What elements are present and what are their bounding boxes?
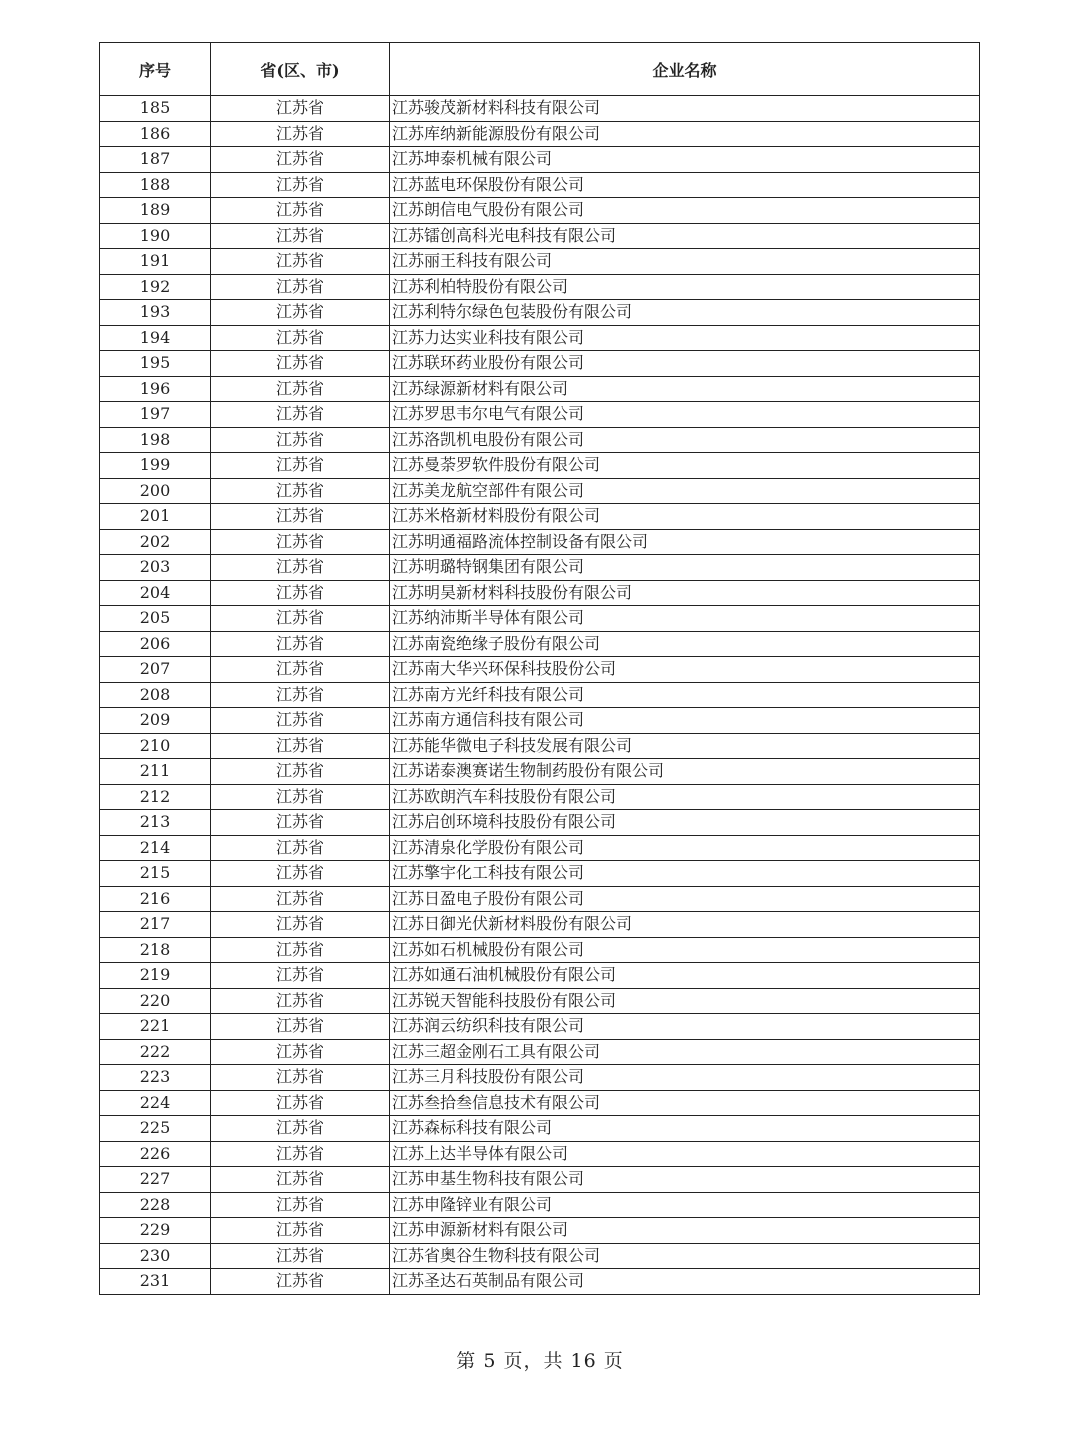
row-serial-number: 208 — [100, 682, 211, 708]
table-row — [100, 657, 980, 683]
row-province: 江苏省 — [211, 835, 390, 861]
row-company-name: 江苏圣达石英制品有限公司 — [390, 1269, 980, 1295]
row-province: 江苏省 — [211, 478, 390, 504]
row-serial-number: 195 — [100, 351, 211, 377]
row-province: 江苏省 — [211, 963, 390, 989]
row-company-name: 江苏丽王科技有限公司 — [390, 249, 980, 275]
table-row — [100, 1192, 980, 1218]
table-row — [100, 988, 980, 1014]
table-row — [100, 1065, 980, 1091]
table-row — [100, 1269, 980, 1295]
table-row — [100, 1014, 980, 1040]
table-row — [100, 708, 980, 734]
table-row — [100, 376, 980, 402]
row-serial-number: 231 — [100, 1269, 211, 1295]
header-serial-number: 序号 — [100, 43, 211, 96]
row-province: 江苏省 — [211, 1192, 390, 1218]
row-company-name: 江苏森标科技有限公司 — [390, 1116, 980, 1142]
table-row — [100, 529, 980, 555]
row-province: 江苏省 — [211, 861, 390, 887]
row-company-name: 江苏如石机械股份有限公司 — [390, 937, 980, 963]
table-row — [100, 351, 980, 377]
row-province: 江苏省 — [211, 682, 390, 708]
row-company-name: 江苏启创环境科技股份有限公司 — [390, 810, 980, 836]
table-row — [100, 759, 980, 785]
row-serial-number: 228 — [100, 1192, 211, 1218]
row-serial-number: 227 — [100, 1167, 211, 1193]
row-serial-number: 192 — [100, 274, 211, 300]
row-company-name: 江苏利特尔绿色包装股份有限公司 — [390, 300, 980, 326]
header-province: 省(区、市) — [211, 43, 390, 96]
row-province: 江苏省 — [211, 708, 390, 734]
table-row — [100, 1090, 980, 1116]
row-province: 江苏省 — [211, 784, 390, 810]
row-serial-number: 198 — [100, 427, 211, 453]
table-row — [100, 121, 980, 147]
enterprise-table — [99, 42, 980, 1295]
table-row — [100, 861, 980, 887]
row-serial-number: 199 — [100, 453, 211, 479]
row-province: 江苏省 — [211, 1218, 390, 1244]
row-serial-number: 229 — [100, 1218, 211, 1244]
row-province: 江苏省 — [211, 121, 390, 147]
table-row — [100, 325, 980, 351]
row-serial-number: 213 — [100, 810, 211, 836]
row-company-name: 江苏联环药业股份有限公司 — [390, 351, 980, 377]
row-company-name: 江苏南瓷绝缘子股份有限公司 — [390, 631, 980, 657]
row-serial-number: 216 — [100, 886, 211, 912]
row-company-name: 江苏南大华兴环保科技股份公司 — [390, 657, 980, 683]
row-province: 江苏省 — [211, 1065, 390, 1091]
row-company-name: 江苏明通福路流体控制设备有限公司 — [390, 529, 980, 555]
row-serial-number: 214 — [100, 835, 211, 861]
row-serial-number: 224 — [100, 1090, 211, 1116]
row-serial-number: 221 — [100, 1014, 211, 1040]
row-province: 江苏省 — [211, 733, 390, 759]
row-province: 江苏省 — [211, 1141, 390, 1167]
row-company-name: 江苏如通石油机械股份有限公司 — [390, 963, 980, 989]
row-serial-number: 190 — [100, 223, 211, 249]
table-row — [100, 478, 980, 504]
row-serial-number: 187 — [100, 147, 211, 173]
row-serial-number: 186 — [100, 121, 211, 147]
row-province: 江苏省 — [211, 198, 390, 224]
row-serial-number: 209 — [100, 708, 211, 734]
table-row — [100, 1039, 980, 1065]
row-province: 江苏省 — [211, 249, 390, 275]
row-province: 江苏省 — [211, 96, 390, 122]
row-company-name: 江苏罗思韦尔电气有限公司 — [390, 402, 980, 428]
table-row — [100, 682, 980, 708]
table-row — [100, 1116, 980, 1142]
row-serial-number: 193 — [100, 300, 211, 326]
table-row — [100, 147, 980, 173]
table-row — [100, 198, 980, 224]
row-serial-number: 200 — [100, 478, 211, 504]
row-province: 江苏省 — [211, 1269, 390, 1295]
table-row — [100, 249, 980, 275]
table-header — [100, 43, 980, 96]
table-row — [100, 1243, 980, 1269]
row-serial-number: 222 — [100, 1039, 211, 1065]
row-company-name: 江苏三超金刚石工具有限公司 — [390, 1039, 980, 1065]
row-company-name: 江苏坤泰机械有限公司 — [390, 147, 980, 173]
row-province: 江苏省 — [211, 504, 390, 530]
row-province: 江苏省 — [211, 1039, 390, 1065]
table-row — [100, 223, 980, 249]
row-serial-number: 201 — [100, 504, 211, 530]
header-company-name: 企业名称 — [390, 43, 980, 96]
row-company-name: 江苏欧朗汽车科技股份有限公司 — [390, 784, 980, 810]
table-row — [100, 631, 980, 657]
row-province: 江苏省 — [211, 886, 390, 912]
row-province: 江苏省 — [211, 376, 390, 402]
row-province: 江苏省 — [211, 1167, 390, 1193]
row-serial-number: 219 — [100, 963, 211, 989]
row-province: 江苏省 — [211, 1090, 390, 1116]
row-province: 江苏省 — [211, 580, 390, 606]
row-province: 江苏省 — [211, 759, 390, 785]
row-company-name: 江苏申基生物科技有限公司 — [390, 1167, 980, 1193]
header-row — [100, 43, 980, 96]
row-company-name: 江苏日御光伏新材料股份有限公司 — [390, 912, 980, 938]
row-company-name: 江苏申隆锌业有限公司 — [390, 1192, 980, 1218]
table-row — [100, 733, 980, 759]
table-row — [100, 504, 980, 530]
row-province: 江苏省 — [211, 1116, 390, 1142]
row-company-name: 江苏申源新材料有限公司 — [390, 1218, 980, 1244]
row-province: 江苏省 — [211, 606, 390, 632]
row-serial-number: 207 — [100, 657, 211, 683]
row-serial-number: 202 — [100, 529, 211, 555]
row-province: 江苏省 — [211, 810, 390, 836]
row-company-name: 江苏纳沛斯半导体有限公司 — [390, 606, 980, 632]
row-province: 江苏省 — [211, 1243, 390, 1269]
row-serial-number: 212 — [100, 784, 211, 810]
row-serial-number: 215 — [100, 861, 211, 887]
row-serial-number: 194 — [100, 325, 211, 351]
table-row — [100, 886, 980, 912]
row-company-name: 江苏绿源新材料有限公司 — [390, 376, 980, 402]
table-row — [100, 300, 980, 326]
row-serial-number: 223 — [100, 1065, 211, 1091]
row-serial-number: 225 — [100, 1116, 211, 1142]
row-province: 江苏省 — [211, 529, 390, 555]
row-company-name: 江苏朗信电气股份有限公司 — [390, 198, 980, 224]
row-company-name: 江苏三月科技股份有限公司 — [390, 1065, 980, 1091]
row-serial-number: 206 — [100, 631, 211, 657]
row-province: 江苏省 — [211, 402, 390, 428]
row-province: 江苏省 — [211, 325, 390, 351]
row-province: 江苏省 — [211, 453, 390, 479]
row-province: 江苏省 — [211, 1014, 390, 1040]
row-province: 江苏省 — [211, 300, 390, 326]
row-serial-number: 210 — [100, 733, 211, 759]
row-company-name: 江苏润云纺织科技有限公司 — [390, 1014, 980, 1040]
row-company-name: 江苏镭创高科光电科技有限公司 — [390, 223, 980, 249]
row-serial-number: 185 — [100, 96, 211, 122]
row-province: 江苏省 — [211, 657, 390, 683]
page-number-footer: 第 5 页，共 16 页 — [456, 1350, 624, 1372]
row-company-name: 江苏库纳新能源股份有限公司 — [390, 121, 980, 147]
table-row — [100, 580, 980, 606]
row-company-name: 江苏利柏特股份有限公司 — [390, 274, 980, 300]
table-row — [100, 96, 980, 122]
row-province: 江苏省 — [211, 988, 390, 1014]
table-row — [100, 453, 980, 479]
table-row — [100, 810, 980, 836]
table-row — [100, 937, 980, 963]
row-province: 江苏省 — [211, 172, 390, 198]
row-province: 江苏省 — [211, 147, 390, 173]
table-row — [100, 402, 980, 428]
table-row — [100, 963, 980, 989]
row-company-name: 江苏蓝电环保股份有限公司 — [390, 172, 980, 198]
row-serial-number: 203 — [100, 555, 211, 581]
row-serial-number: 196 — [100, 376, 211, 402]
row-company-name: 江苏曼荼罗软件股份有限公司 — [390, 453, 980, 479]
row-province: 江苏省 — [211, 351, 390, 377]
table-row — [100, 606, 980, 632]
row-serial-number: 230 — [100, 1243, 211, 1269]
row-company-name: 江苏力达实业科技有限公司 — [390, 325, 980, 351]
row-province: 江苏省 — [211, 555, 390, 581]
row-serial-number: 217 — [100, 912, 211, 938]
table-body — [100, 96, 980, 1295]
table-row — [100, 427, 980, 453]
row-province: 江苏省 — [211, 937, 390, 963]
row-province: 江苏省 — [211, 631, 390, 657]
row-company-name: 江苏清泉化学股份有限公司 — [390, 835, 980, 861]
row-company-name: 江苏诺泰澳赛诺生物制药股份有限公司 — [390, 759, 980, 785]
table-row — [100, 912, 980, 938]
table-row — [100, 1167, 980, 1193]
table-row — [100, 274, 980, 300]
row-company-name: 江苏明璐特钢集团有限公司 — [390, 555, 980, 581]
table-row — [100, 172, 980, 198]
row-serial-number: 191 — [100, 249, 211, 275]
row-serial-number: 204 — [100, 580, 211, 606]
row-company-name: 江苏省奥谷生物科技有限公司 — [390, 1243, 980, 1269]
row-serial-number: 205 — [100, 606, 211, 632]
table-row — [100, 835, 980, 861]
row-company-name: 江苏明昊新材料科技股份有限公司 — [390, 580, 980, 606]
row-province: 江苏省 — [211, 223, 390, 249]
row-province: 江苏省 — [211, 427, 390, 453]
row-company-name: 江苏日盈电子股份有限公司 — [390, 886, 980, 912]
row-company-name: 江苏叁拾叁信息技术有限公司 — [390, 1090, 980, 1116]
row-company-name: 江苏南方光纤科技有限公司 — [390, 682, 980, 708]
row-company-name: 江苏美龙航空部件有限公司 — [390, 478, 980, 504]
row-company-name: 江苏骏茂新材料科技有限公司 — [390, 96, 980, 122]
row-company-name: 江苏上达半导体有限公司 — [390, 1141, 980, 1167]
row-province: 江苏省 — [211, 274, 390, 300]
row-company-name: 江苏米格新材料股份有限公司 — [390, 504, 980, 530]
row-company-name: 江苏能华微电子科技发展有限公司 — [390, 733, 980, 759]
row-serial-number: 211 — [100, 759, 211, 785]
row-serial-number: 189 — [100, 198, 211, 224]
row-company-name: 江苏南方通信科技有限公司 — [390, 708, 980, 734]
row-serial-number: 220 — [100, 988, 211, 1014]
row-serial-number: 226 — [100, 1141, 211, 1167]
table-row — [100, 1141, 980, 1167]
table-row — [100, 555, 980, 581]
row-serial-number: 218 — [100, 937, 211, 963]
row-province: 江苏省 — [211, 912, 390, 938]
row-company-name: 江苏洛凯机电股份有限公司 — [390, 427, 980, 453]
row-company-name: 江苏擎宇化工科技有限公司 — [390, 861, 980, 887]
row-company-name: 江苏锐天智能科技股份有限公司 — [390, 988, 980, 1014]
row-serial-number: 197 — [100, 402, 211, 428]
row-serial-number: 188 — [100, 172, 211, 198]
table-row — [100, 784, 980, 810]
table-row — [100, 1218, 980, 1244]
